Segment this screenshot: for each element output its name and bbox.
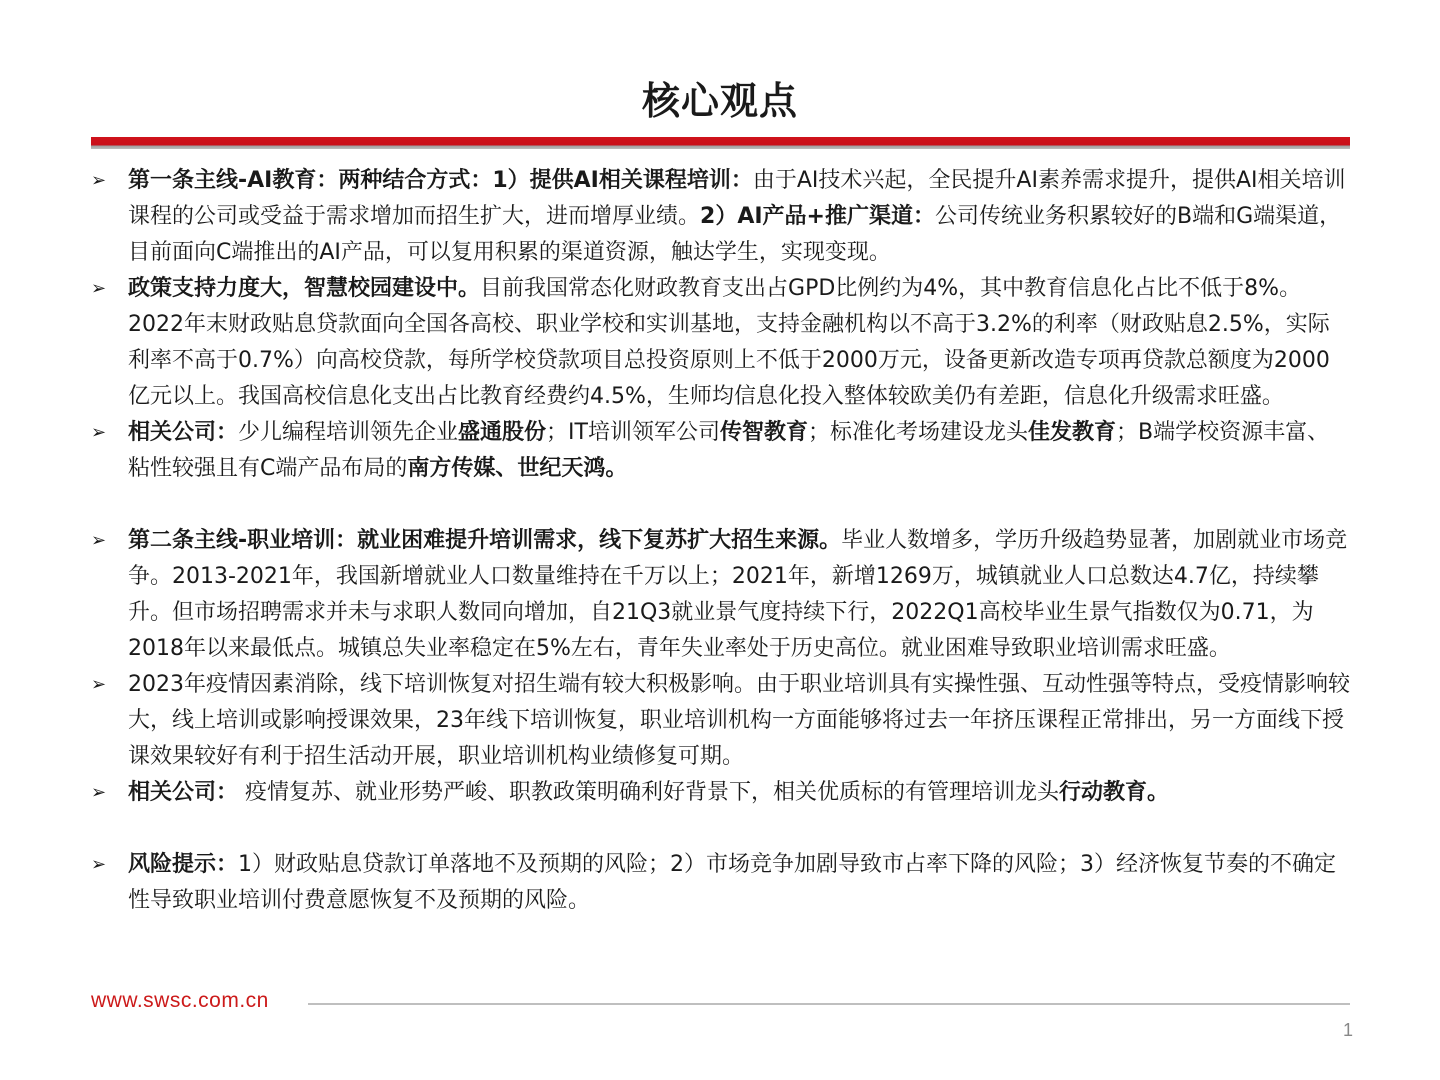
footer-divider bbox=[308, 1003, 1350, 1005]
bold-text: 相关公司： bbox=[128, 780, 239, 805]
section-gap bbox=[91, 811, 1351, 847]
arrow-bullet-icon: ➢ bbox=[91, 854, 107, 875]
bullet-list bbox=[91, 163, 1351, 919]
body-text: 目前我国常态化财政教育支出占GPD比例约为4%，其中教育信息化占比不低于8%。2022年末财政贴息贷款面向全国各高校、职业学校和实训基地，支持金融机构以不高于3.2%的利率（财政贴息2.5%，实际利率不高于0.7%）向高校贷款，每所学校贷款项目总投资原则上不低于2000万元，设备更新改造专项再贷款总额度为2000亿元以上。我国高校信息化支出占比教育经费约4.5%，生师均信息化投入整体较欧美仍有差距，信息化升级需求旺盛。 bbox=[128, 276, 1330, 409]
body-text: 1）财政贴息贷款订单落地不及预期的风险；2）市场竞争加剧导致市占率下降的风险；3）经济恢复节奏的不确定性导致职业培训付费意愿恢复不及预期的风险。 bbox=[128, 852, 1337, 913]
arrow-bullet-icon: ➢ bbox=[91, 530, 107, 551]
bullet-item-7 bbox=[91, 847, 1351, 919]
bold-text: 行动教育。 bbox=[1059, 780, 1170, 805]
footer-url[interactable]: www.swsc.com.cn bbox=[91, 989, 269, 1012]
bold-text: 佳发教育 bbox=[1028, 420, 1117, 445]
bold-text: 第二条主线-职业培训：就业困难提升培训需求，线下复苏扩大招生来源。 bbox=[128, 528, 842, 553]
bullet-text bbox=[128, 780, 1169, 805]
bullet-item-5 bbox=[91, 667, 1351, 775]
bullet-text bbox=[128, 276, 1330, 409]
section-gap bbox=[91, 487, 1351, 523]
bullet-item-6 bbox=[91, 775, 1351, 811]
bold-text: 2）AI产品+推广渠道： bbox=[700, 204, 935, 229]
body-text: 疫情复苏、就业形势严峻、职教政策明确利好背景下，相关优质标的有管理培训龙头 bbox=[238, 780, 1060, 805]
title-divider bbox=[91, 137, 1350, 149]
bullet-text bbox=[128, 168, 1346, 265]
body-text: 公司传统业务积累较好的B端和G端渠道，目前面向C端推出的AI产品，可以复用积累的渠道资源，触达学生，实现变现。 bbox=[128, 204, 1342, 265]
bold-text: 风险提示： bbox=[128, 852, 239, 877]
page-title: 核心观点 bbox=[641, 79, 798, 123]
arrow-bullet-icon: ➢ bbox=[91, 422, 107, 443]
bold-text: 政策支持力度大，智慧校园建设中。 bbox=[128, 276, 481, 301]
body-text: ；IT培训领军公司 bbox=[546, 420, 720, 445]
bullet-item-1 bbox=[91, 163, 1351, 271]
content-body bbox=[91, 163, 1351, 919]
body-text: ；标准化考场建设龙头 bbox=[808, 420, 1029, 445]
bullet-text bbox=[128, 852, 1336, 913]
arrow-bullet-icon: ➢ bbox=[91, 674, 107, 695]
arrow-bullet-icon: ➢ bbox=[91, 170, 107, 191]
body-text: ；B端学校资源丰富、粘性较强且有C端产品布局的 bbox=[128, 420, 1330, 481]
bullet-item-3 bbox=[91, 415, 1351, 487]
bullet-text bbox=[128, 672, 1350, 769]
bold-text: 第一条主线-AI教育：两种结合方式：1）提供AI相关课程培训： bbox=[128, 168, 753, 193]
arrow-bullet-icon: ➢ bbox=[91, 278, 107, 299]
bold-text: 盛通股份 bbox=[458, 420, 547, 445]
bullet-text bbox=[128, 420, 1329, 481]
arrow-bullet-icon: ➢ bbox=[91, 782, 107, 803]
page-number: 1 bbox=[1343, 1020, 1354, 1040]
bold-text: 南方传媒、世纪天鸿。 bbox=[407, 456, 628, 481]
bullet-item-2 bbox=[91, 271, 1351, 415]
bullet-text bbox=[128, 528, 1347, 661]
body-text: 由于AI技术兴起，全民提升AI素养需求提升，提供AI相关培训课程的公司或受益于需求增加而招生扩大，进而增厚业绩。 bbox=[128, 168, 1346, 229]
bullet-item-4 bbox=[91, 523, 1351, 667]
body-text: 少儿编程培训领先企业 bbox=[238, 420, 459, 445]
bold-text: 相关公司： bbox=[128, 420, 239, 445]
body-text: 2023年疫情因素消除，线下培训恢复对招生端有较大积极影响。由于职业培训具有实操性强、互动性强等特点，受疫情影响较大，线上培训或影响授课效果，23年线下培训恢复，职业培训机构一方面能够将过去一年挤压课程正常排出，另一方面线下授课效果较好有利于招生活动开展，职业培训机构业绩修复可期。 bbox=[128, 672, 1350, 769]
bold-text: 传智教育 bbox=[719, 420, 808, 445]
body-text: 毕业人数增多，学历升级趋势显著，加剧就业市场竞争。2013-2021年，我国新增就业人口数量维持在千万以上；2021年，新增1269万，城镇就业人口总数达4.7亿，持续攀升。但市场招聘需求并未与求职人数同向增加，自21Q3就业景气度持续下行，2022Q1高校毕业生景气指数仅为0.71，为2018年以来最低点。城镇总失业率稳定在5%左右，青年失业率处于历史高位。就业困难导致职业培训需求旺盛。 bbox=[128, 528, 1348, 661]
